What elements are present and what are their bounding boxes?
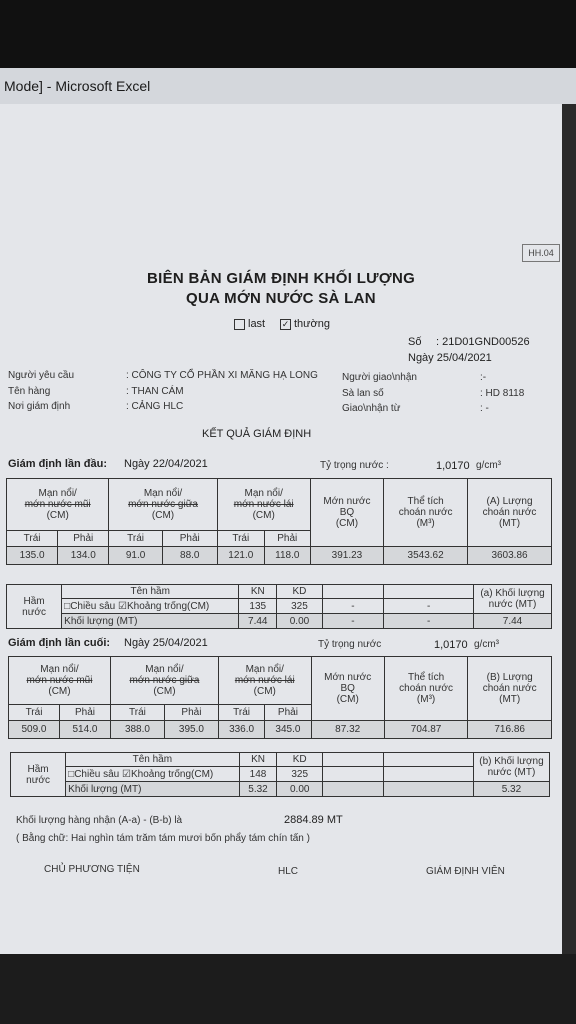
empty-cell [384, 767, 474, 782]
first-density-unit: g/cm³ [476, 460, 501, 471]
cell-value: 336.0 [218, 721, 264, 739]
lai-header: Mạn nổi/ mớn nước lái (CM) [217, 479, 310, 531]
mui-header: Mạn nổi/ mớn nước mũi (CM) [9, 657, 111, 705]
from-value: : - [480, 403, 489, 414]
result-heading: KẾT QUẢ GIÁM ĐỊNH [202, 428, 312, 440]
cell-value: 345.0 [265, 721, 311, 739]
cell-value: - [322, 614, 384, 629]
first-inspection-label: Giám định lần đầu: [8, 458, 108, 470]
ham-name-header: Tên hầm [66, 753, 239, 767]
empty-cell [322, 782, 383, 797]
bottom-dark-area [0, 954, 576, 1024]
deliverer-value: :- [480, 372, 487, 383]
option-normal: ✓ thường [281, 318, 330, 330]
so-value: : 21D01GND00526 [436, 336, 530, 348]
checkbox-last [234, 319, 245, 330]
lai-header: Mạn nổi/ mớn nước lái (CM) [218, 657, 311, 705]
cell-value: 395.0 [164, 721, 218, 739]
last-density-value: 1,0170 [434, 639, 468, 651]
page-title: BIÊN BẢN GIÁM ĐỊNH KHỐI LƯỢNG [147, 270, 416, 287]
requester-label: Người yêu cầu [8, 370, 75, 381]
col-phai: Phải [264, 531, 310, 547]
cell-value: 118.0 [264, 547, 310, 565]
cell-value: 121.0 [217, 547, 264, 565]
cell-value: 91.0 [109, 547, 162, 565]
window-title: Mode] - Microsoft Excel [0, 68, 576, 104]
barge-value: : HD 8118 [480, 388, 525, 399]
first-values-row [7, 547, 552, 565]
option-last: last [234, 318, 265, 330]
place-value: : CẢNG HLC [126, 401, 184, 412]
form-code: HH.04 [522, 244, 560, 262]
barge-label: Sà lan số [342, 388, 384, 399]
first-density-label: Tỷ trọng nước : [320, 460, 389, 471]
net-weight-value: 2884.89 MT [284, 814, 343, 826]
volume-header: Thể tích choán nước (M³) [384, 479, 468, 547]
cell-value: 87.32 [311, 721, 384, 739]
ballast-a-header: (a) Khối lượng nước (MT) [474, 585, 552, 614]
cell-value: 0.00 [277, 782, 322, 797]
giua-header: Mạn nổi/ mớn nước giữa (CM) [110, 657, 218, 705]
mui-header: Mạn nổi/ mớn nước mũi (CM) [7, 479, 109, 531]
cell-value: 716.86 [468, 721, 552, 739]
cell-value: 509.0 [9, 721, 60, 739]
bq-header: Mớn nước BQ (CM) [311, 657, 384, 721]
col-phai: Phải [59, 705, 110, 721]
cell-value: 325 [277, 599, 322, 614]
cell-value: 325 [277, 767, 322, 782]
cell-value: 135 [239, 599, 277, 614]
cell-value: 391.23 [310, 547, 383, 565]
top-dark-border [0, 0, 576, 68]
displacement-b-header: (B) Lượng choán nước (MT) [468, 657, 552, 721]
col-trai: Trái [7, 531, 58, 547]
cell-value: - [384, 614, 474, 629]
cell-value: 704.87 [384, 721, 468, 739]
ham-label: Hầm nước [11, 753, 66, 797]
mass-row-label: Khối lượng (MT) [62, 614, 239, 629]
empty-cell [384, 585, 474, 599]
empty-cell [322, 767, 383, 782]
col-trai: Trái [218, 705, 264, 721]
ballast-b-header: (b) Khối lượng nước (MT) [473, 753, 549, 782]
col-trai: Trái [110, 705, 164, 721]
requester-value: : CÔNG TY CỔ PHẦN XI MĂNG HẠ LONG [126, 370, 318, 381]
col-trai: Trái [109, 531, 162, 547]
checkbox-normal-checked: ✓ [281, 318, 290, 329]
cell-value: 388.0 [110, 721, 164, 739]
cell-value: 514.0 [59, 721, 110, 739]
ballast-b-total: 5.32 [473, 782, 549, 797]
cell-value: 5.32 [239, 782, 277, 797]
depth-row-label: □Chiều sâu ☑Khoảng trống(CM) [66, 767, 239, 782]
first-ballast-table [6, 584, 552, 629]
from-label: Giao\nhận từ [342, 403, 401, 414]
cell-value: 88.0 [162, 547, 217, 565]
cell-value: 7.44 [239, 614, 277, 629]
mass-row-label: Khối lượng (MT) [66, 782, 239, 797]
volume-header: Thể tích choán nước (M³) [384, 657, 468, 721]
last-density-unit: g/cm³ [474, 639, 499, 650]
place-label: Nơi giám định [8, 401, 71, 412]
kd-header: KD [277, 585, 322, 599]
first-draft-table [6, 478, 552, 565]
last-ballast-table [10, 752, 550, 797]
empty-cell [322, 753, 383, 767]
cell-value: 148 [239, 767, 277, 782]
ballast-a-total: 7.44 [474, 614, 552, 629]
signature-inspector: GIÁM ĐỊNH VIÊN [426, 866, 505, 877]
cell-value: 135.0 [7, 547, 58, 565]
depth-row-label: □Chiều sâu ☑Khoảng trống(CM) [62, 599, 239, 614]
displacement-a-header: (A) Lượng choán nước (MT) [468, 479, 552, 547]
deliverer-label: Người giao\nhận [342, 372, 417, 383]
cell-value: - [322, 599, 384, 614]
last-inspection-date: Ngày 25/04/2021 [124, 637, 208, 649]
page-subtitle: QUA MỚN NƯỚC SÀ LAN [186, 290, 376, 307]
ham-label: Hầm nước [7, 585, 62, 629]
cell-value: - [384, 599, 474, 614]
signature-owner: CHỦ PHƯƠNG TIỆN [44, 864, 140, 875]
last-draft-table [8, 656, 552, 739]
report-date: Ngày 25/04/2021 [408, 352, 492, 364]
signature-hlc: HLC [278, 866, 299, 877]
kd-header: KD [277, 753, 322, 767]
last-inspection-label: Giám định lần cuối: [8, 637, 111, 649]
cell-value: 134.0 [58, 547, 109, 565]
first-inspection-date: Ngày 22/04/2021 [124, 458, 208, 470]
goods-label: Tên hàng [8, 386, 51, 397]
cell-value: 0.00 [277, 614, 322, 629]
net-weight-label: Khối lượng hàng nhận (A-a) - (B-b) là [16, 815, 183, 826]
bq-header: Mớn nước BQ (CM) [310, 479, 383, 547]
cell-value: 3603.86 [468, 547, 552, 565]
so-label: Số [408, 336, 422, 348]
kn-header: KN [239, 585, 277, 599]
giua-header: Mạn nổi/ mớn nước giữa (CM) [109, 479, 217, 531]
first-density-value: 1,0170 [436, 460, 470, 472]
amount-in-words: ( Bằng chữ: Hai nghìn tám trăm tám mươi bốn phẩy tám chín tấn ) [16, 833, 310, 844]
empty-cell [384, 753, 474, 767]
col-trai: Trái [217, 531, 264, 547]
kn-header: KN [239, 753, 277, 767]
col-phai: Phải [265, 705, 311, 721]
empty-cell [322, 585, 384, 599]
col-trai: Trái [9, 705, 60, 721]
empty-cell [384, 782, 474, 797]
col-phai: Phải [162, 531, 217, 547]
cell-value: 3543.62 [384, 547, 468, 565]
last-values-row [9, 721, 552, 739]
last-density-label: Tỷ trọng nước [318, 639, 382, 650]
col-phai: Phải [58, 531, 109, 547]
ham-name-header: Tên hầm [62, 585, 239, 599]
col-phai: Phải [164, 705, 218, 721]
goods-value: : THAN CÁM [126, 386, 184, 397]
